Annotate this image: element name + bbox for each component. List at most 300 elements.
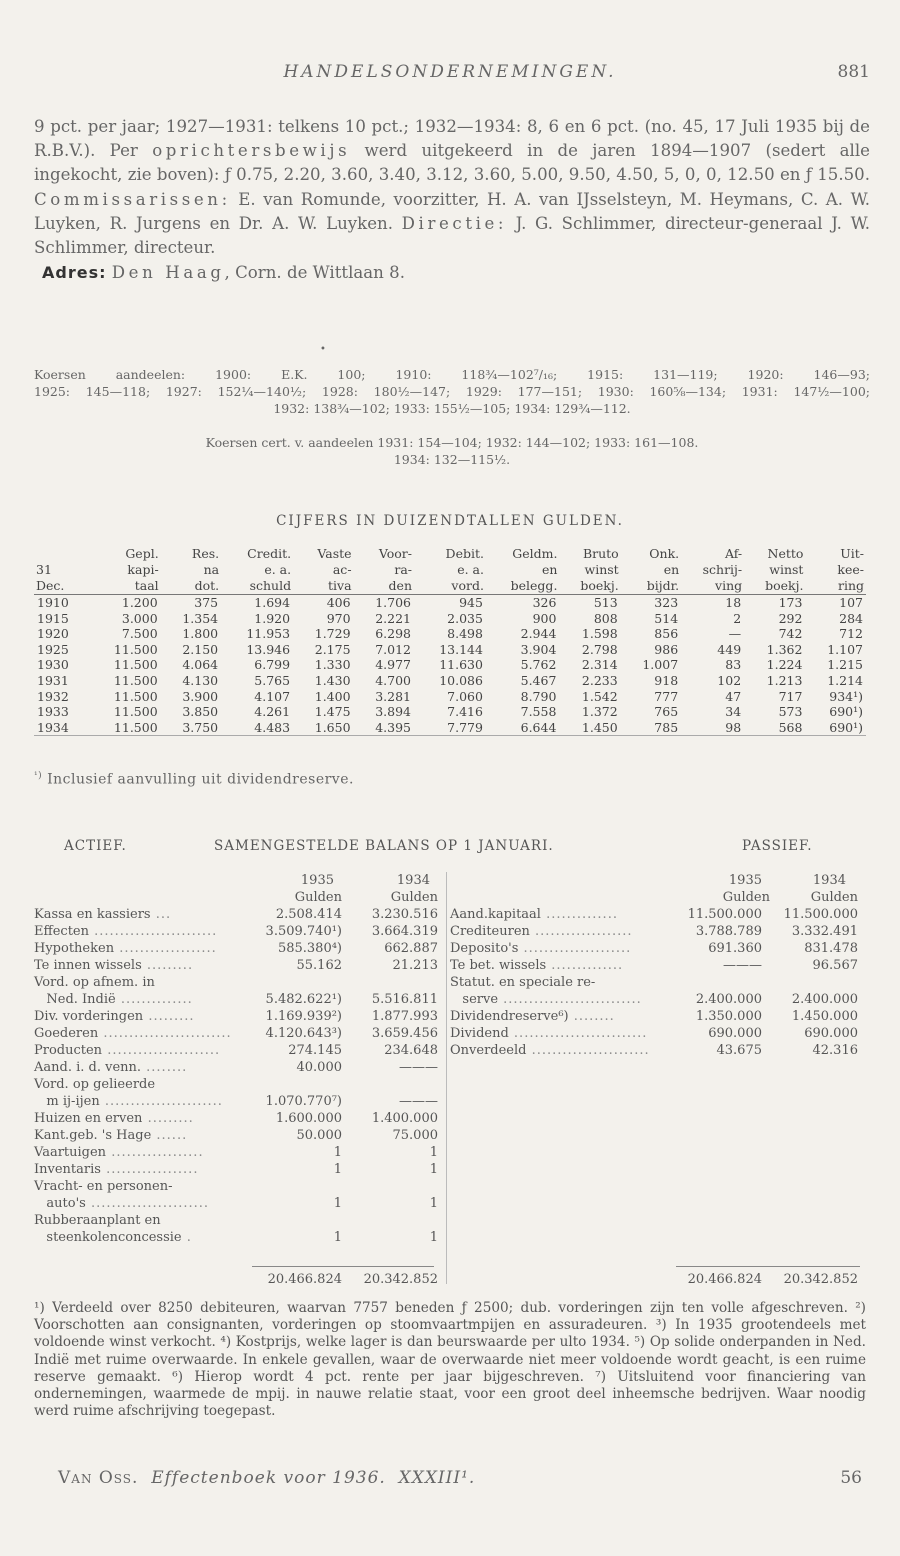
footer-source xyxy=(58,1468,475,1488)
cijfers-cell: 1933 xyxy=(37,704,69,720)
leader-dots: ....................... xyxy=(85,1196,210,1211)
cijfers-cell: 406 xyxy=(326,595,351,610)
leader-dots: ........................ xyxy=(89,924,218,939)
cijfers-cell: 742 xyxy=(778,626,803,642)
cijfers-row xyxy=(34,689,866,705)
leader-dots: ........................... xyxy=(498,992,642,1007)
cijfers-cell: 765 xyxy=(654,704,679,720)
cijfers-cell: 1931 xyxy=(37,672,69,688)
cijfers-header-cell: 31 xyxy=(36,562,52,577)
cijfers-cell: 3.904 xyxy=(520,641,557,657)
passief-row xyxy=(450,991,866,1008)
cijfers-header-cell: boekj. xyxy=(744,578,805,595)
cijfers-header-cell: en xyxy=(663,562,680,577)
cijfers-header-row xyxy=(34,546,866,562)
actief-row xyxy=(34,906,438,923)
cijfers-cell: 2.035 xyxy=(447,610,483,626)
cijfers-cell: 690¹) xyxy=(829,704,863,720)
cijfers-cell: 1.400 xyxy=(314,688,351,704)
cijfers-cell: 573 xyxy=(778,704,803,720)
passief-row xyxy=(450,940,866,957)
adres-city: Den Haag xyxy=(111,263,225,283)
passief-label xyxy=(450,991,642,1008)
balans-value-1935: 11.500.000 xyxy=(687,907,762,922)
actief-total-1934: 20.342.852 xyxy=(363,1272,438,1287)
cijfers-cell: 1.694 xyxy=(254,595,291,610)
footer-sheet-number: 56 xyxy=(840,1468,862,1488)
balans-item-label: Statut. en speciale re- xyxy=(450,975,596,990)
footnote-text: Inclusief aanvulling uit dividendreserve. xyxy=(47,771,354,788)
balans-item-label: m ij-ijen xyxy=(34,1094,100,1109)
balans-value-1934: 21.213 xyxy=(392,958,438,973)
actief-label xyxy=(34,1127,187,1144)
cijfers-cell: 2.175 xyxy=(314,641,351,657)
company-text xyxy=(34,115,870,285)
cijfers-cell: 1910 xyxy=(37,595,69,610)
actief-label xyxy=(34,940,217,957)
cijfers-header-cell: ac- xyxy=(332,562,352,577)
cijfers-cell: 1.598 xyxy=(581,626,618,642)
leader-dots: ...... xyxy=(151,1128,188,1143)
balans-value-1935: 43.675 xyxy=(716,1043,762,1058)
cijfers-header-cell: Voor- xyxy=(378,546,412,561)
balans-item-label: Vaartuigen xyxy=(34,1145,107,1160)
cijfers-cell: 1925 xyxy=(37,641,69,657)
cijfers-header-cell xyxy=(34,546,89,562)
balans-value-1934: 1 xyxy=(429,1196,438,1211)
cijfers-cell: 2.314 xyxy=(581,657,618,673)
cijfers-cell: 690¹) xyxy=(805,720,866,736)
cijfers-row xyxy=(34,720,866,736)
adres-label: Adres: xyxy=(42,263,107,283)
passief-row xyxy=(450,923,866,940)
cijfers-header-cell: tiva xyxy=(293,578,353,595)
balans-value-1935: 1 xyxy=(333,1230,342,1245)
adres-street: , Corn. de Wittlaan 8. xyxy=(224,263,405,283)
cijfers-header-cell: e. a. xyxy=(457,562,484,577)
actief-row xyxy=(34,940,438,957)
actief-row xyxy=(34,1127,438,1144)
cijfers-header-cell: Dec. xyxy=(34,578,89,595)
passief-total-1935: 20.466.824 xyxy=(687,1272,762,1287)
cijfers-cell: 1.362 xyxy=(766,641,803,657)
koersen-certificaten xyxy=(34,434,870,468)
cijfers-cell: 4.107 xyxy=(254,688,291,704)
footer-sheet: XXXIII¹. xyxy=(398,1468,476,1488)
leader-dots: . xyxy=(181,1230,192,1245)
balans-value-1934: 3.230.516 xyxy=(371,907,438,922)
year-1934: 1934 xyxy=(812,873,846,888)
cijfers-cell: 107 xyxy=(839,595,863,610)
balans-item-label: Aand. i. d. venn. xyxy=(34,1060,142,1075)
actief-label xyxy=(34,1195,209,1212)
cijfers-cell: 568 xyxy=(744,720,805,736)
actief-row xyxy=(34,923,438,940)
koersen-line-1: Koersen aandeelen: 1900: E.K. 100; 1910: 118¾—102⁷/₁₆; 1915: 131—119; 1920: 146—93; xyxy=(34,367,870,382)
cijfers-cell: 4.483 xyxy=(221,720,293,736)
cijfers-cell: 1.215 xyxy=(827,657,863,673)
balans-item-label: Rubberaanplant en xyxy=(34,1213,161,1228)
balans-value-1934: 1.877.993 xyxy=(371,1009,438,1024)
cijfers-header-cell: winst xyxy=(584,562,619,577)
cijfers-header-cell: Netto xyxy=(767,546,804,561)
cijfers-row xyxy=(34,595,866,611)
cijfers-header-cell: schuld xyxy=(221,578,293,595)
cijfers-cell: 11.500 xyxy=(89,720,161,736)
passief-row xyxy=(450,1042,866,1059)
leader-dots: .................. xyxy=(106,1145,204,1160)
cijfers-header-cell: den xyxy=(354,578,414,595)
cijfers-row xyxy=(34,611,866,627)
balans-value-1934: 75.000 xyxy=(392,1128,438,1143)
actief-row xyxy=(34,1110,438,1127)
cijfers-cell: 717 xyxy=(778,688,803,704)
cijfers-header-row xyxy=(34,578,866,595)
cijfers-cell: 375 xyxy=(194,595,219,610)
balans-item-label: Crediteuren xyxy=(450,924,530,939)
currency-1935: Gulden xyxy=(722,890,770,905)
cijfers-header-cell: Uit- xyxy=(840,546,864,561)
intro-text-2: werd uitgekeerd in de jaren 1894—1907 (sedert alle ingekocht, zie boven): ƒ 0.75, 2.20, 3.60, 3.40, 3.12, 3.60, 5.00, 9.50, 4.50, 5, 0, 0, 12.50 en ƒ 15.50. xyxy=(34,141,870,185)
balans-item-label: Producten xyxy=(34,1043,103,1058)
cijfers-cell: 513 xyxy=(593,595,618,610)
balans-item-label: steenkolenconcessie xyxy=(34,1230,182,1245)
cijfers-row xyxy=(34,673,866,689)
cijfers-header-cell: winst xyxy=(769,562,804,577)
cijfers-row xyxy=(34,704,866,720)
balans-value-1935: 4.120.643³) xyxy=(265,1026,342,1041)
cijfers-cell: 1.007 xyxy=(642,657,679,673)
actief-row xyxy=(34,1178,438,1195)
actief-row xyxy=(34,1229,438,1246)
balans-value-1935: 690.000 xyxy=(708,1026,762,1041)
adres-line xyxy=(34,261,870,285)
cijfers-cell: 1920 xyxy=(37,626,69,642)
balans-item-label: Kassa en kassiers xyxy=(34,907,151,922)
balans-value-1934: 1 xyxy=(429,1230,438,1245)
balans-item-label: Ned. Indië xyxy=(34,992,116,1007)
actief-row xyxy=(34,1093,438,1110)
balans-item-label: Vord. op gelieerde xyxy=(34,1077,156,1092)
balans-value-1935: 1 xyxy=(333,1162,342,1177)
cijfers-cell: 7.500 xyxy=(121,626,158,642)
intro-text-4: J. G. Schlimmer, directeur-generaal J. W. Schlimmer, directeur. xyxy=(34,213,870,258)
cijfers-cell: — xyxy=(728,626,742,642)
cijfers-cell: 323 xyxy=(654,595,679,610)
balans-item-label: Dividend xyxy=(450,1026,509,1041)
cijfers-cell: 11.500 xyxy=(113,704,158,720)
balans-value-1935: ——— xyxy=(723,958,762,973)
balans-value-1934: 831.478 xyxy=(804,941,858,956)
balans-value-1935: 40.000 xyxy=(296,1060,342,1075)
currency-1935: Gulden xyxy=(294,890,342,905)
cijfers-cell: 7.416 xyxy=(447,704,483,720)
cijfers-header-cell: Res. xyxy=(191,546,220,561)
year-1935: 1935 xyxy=(300,873,334,888)
actief-row xyxy=(34,974,438,991)
balans-value-1935: 3.788.789 xyxy=(695,924,762,939)
actief-row xyxy=(34,1042,438,1059)
cijfers-cell: 918 xyxy=(654,672,679,688)
cijfers-cell: 102 xyxy=(717,672,742,688)
cijfers-header-cell: en xyxy=(541,562,558,577)
cijfers-cell: 2.944 xyxy=(520,626,557,642)
commissarissen-label: Commissarissen: xyxy=(34,189,231,209)
cijfers-cell: 18 xyxy=(725,595,742,610)
cijfers-cell: 7.012 xyxy=(375,641,411,657)
leader-dots: ... xyxy=(150,907,172,922)
cijfers-cell: 1.354 xyxy=(182,610,219,626)
balans-value-1934: 5.516.811 xyxy=(371,992,438,1007)
leader-dots: ....................... xyxy=(526,1043,650,1058)
cijfers-header-cell: Geldm. xyxy=(512,546,558,561)
cijfers-cell: 34 xyxy=(725,704,742,720)
cijfers-cell: 1.372 xyxy=(581,704,618,720)
running-title: HANDELSONDERNEMINGEN. xyxy=(283,62,617,82)
actief-label xyxy=(34,1212,161,1229)
cijfers-cell: 945 xyxy=(459,595,483,610)
cijfers-cell: 11.500 xyxy=(113,672,158,688)
balans-value-1934: 2.400.000 xyxy=(791,992,858,1007)
cijfers-header-cell: ring xyxy=(805,578,866,595)
leader-dots: ................... xyxy=(114,941,217,956)
cijfers-header-cell: Gepl. xyxy=(125,546,159,561)
cert-line-2: 1934: 132—115½. xyxy=(393,452,511,467)
cijfers-cell: 2.221 xyxy=(375,610,411,626)
balans-value-1934: 11.500.000 xyxy=(783,907,858,922)
leader-dots: ..................... xyxy=(518,941,632,956)
passief-label xyxy=(450,974,595,991)
footer-publisher: Van Oss. xyxy=(58,1468,139,1488)
passief-total-1934: 20.342.852 xyxy=(783,1272,858,1287)
footnote-marker: ¹) xyxy=(34,771,43,781)
cijfers-cell: 47 xyxy=(725,688,742,704)
balans-passief xyxy=(450,872,866,1059)
leader-dots: ........ xyxy=(141,1060,188,1075)
balans-item-label: Kant.geb. 's Hage xyxy=(34,1128,152,1143)
cijfers-header-cell: Debit. xyxy=(445,546,484,561)
passief-totals xyxy=(450,1271,866,1288)
balans-value-1935: 1.169.939²) xyxy=(265,1009,342,1024)
year-1934: 1934 xyxy=(396,873,430,888)
balans-item-label: serve xyxy=(450,992,499,1007)
cijfers-header-cell: kee- xyxy=(837,562,864,577)
koersen-line-3: 1932: 138¾—102; 1933: 155½—105; 1934: 129¾—112. xyxy=(273,401,631,416)
cijfers-cell: 4.977 xyxy=(375,657,411,673)
balans-value-1935: 585.380⁴) xyxy=(277,941,342,956)
cijfers-cell: 8.790 xyxy=(520,688,557,704)
cijfers-cell: 173 xyxy=(778,595,803,610)
actief-totals xyxy=(34,1271,438,1288)
balans-item-label: Deposito's xyxy=(450,941,519,956)
cijfers-header-cell: kapi- xyxy=(127,562,159,577)
cijfers-cell: 13.144 xyxy=(439,641,483,657)
intro-text-1: 9 pct. per jaar; 1927—1931: telkens 10 pct.; 1932—1934: 8, 6 en 6 pct. (no. 45, 17 Juli 1935 bij de R.B.V.). Per xyxy=(34,117,870,161)
cijfers-cell: 6.644 xyxy=(486,720,559,736)
balans-value-1934: ——— xyxy=(399,1094,438,1109)
balans-item-label: Onverdeeld xyxy=(450,1043,527,1058)
balans-value-1935: 1 xyxy=(333,1196,342,1211)
cijfers-cell: 11.500 xyxy=(113,688,158,704)
cijfers-header-row xyxy=(34,562,866,578)
actief-row xyxy=(34,1144,438,1161)
actief-label xyxy=(34,974,155,991)
cijfers-row xyxy=(34,642,866,658)
passief-label xyxy=(450,940,631,957)
balans-item-label: Vracht- en personen- xyxy=(34,1179,173,1194)
passief-label xyxy=(450,906,618,923)
cijfers-cell: 10.086 xyxy=(439,672,483,688)
cijfers-cell: 5.765 xyxy=(254,672,291,688)
balans-item-label: Te bet. wissels xyxy=(450,958,547,973)
cijfers-cell: 98 xyxy=(681,720,744,736)
cijfers-cell: 1915 xyxy=(37,610,69,626)
passief-row xyxy=(450,957,866,974)
cijfers-header-cell: bijdr. xyxy=(621,578,681,595)
cijfers-header-cell: schrij- xyxy=(702,562,743,577)
cijfers-cell: 1.800 xyxy=(182,626,219,642)
cijfers-cell: 1.224 xyxy=(766,657,803,673)
actief-label xyxy=(34,1076,155,1093)
leader-dots: ......................... xyxy=(98,1026,232,1041)
year-1935: 1935 xyxy=(728,873,762,888)
passief-label xyxy=(450,1025,647,1042)
cijfers-header-cell: Credit. xyxy=(247,546,292,561)
cijfers-cell: 7.779 xyxy=(414,720,486,736)
balans-divider xyxy=(446,872,447,1284)
balans-item-label: Te innen wissels xyxy=(34,958,142,973)
cijfers-cell: 1.450 xyxy=(559,720,620,736)
leader-dots: ....................... xyxy=(99,1094,223,1109)
cijfers-cell: 1.330 xyxy=(314,657,351,673)
cijfers-row xyxy=(34,626,866,642)
balans-value-1935: 5.482.622¹) xyxy=(265,992,342,1007)
cijfers-cell: 11.630 xyxy=(439,657,483,673)
passief-currency-row xyxy=(450,889,866,906)
cijfers-cell: 1.542 xyxy=(581,688,618,704)
cert-line-1: Koersen cert. v. aandeelen 1931: 154—104; 1932: 144—102; 1933: 161—108. xyxy=(205,435,699,450)
cijfers-header-cell: Onk. xyxy=(649,546,680,561)
passief-row xyxy=(450,1008,866,1025)
leader-dots: .............. xyxy=(540,907,618,922)
leader-dots: ...................... xyxy=(102,1043,221,1058)
cijfers-cell: 3.850 xyxy=(182,704,219,720)
cijfers-header-cell: boekj. xyxy=(559,578,620,595)
passief-label xyxy=(450,923,633,940)
cijfers-cell: 7.558 xyxy=(520,704,557,720)
cijfers-cell: 1.213 xyxy=(766,672,803,688)
cijfers-cell: 808 xyxy=(593,610,618,626)
leader-dots: ........ xyxy=(568,1009,615,1024)
balans-value-1934: 3.659.456 xyxy=(371,1026,438,1041)
cijfers-header-cell: Bruto xyxy=(582,546,619,561)
cijfers-header-cell: ra- xyxy=(394,562,412,577)
actief-row xyxy=(34,991,438,1008)
balans-value-1934: 1 xyxy=(429,1145,438,1160)
leader-dots: .............. xyxy=(546,958,624,973)
actief-row xyxy=(34,1076,438,1093)
actief-sum-line xyxy=(252,1266,434,1267)
actief-row xyxy=(34,1025,438,1042)
balans-item-label: Huizen en erven xyxy=(34,1111,143,1126)
cijfers-cell: 970 xyxy=(326,610,351,626)
cijfers-cell: 1.920 xyxy=(254,610,291,626)
passief-label xyxy=(450,1008,615,1025)
balans-value-1934: 1.400.000 xyxy=(371,1111,438,1126)
cijfers-cell: 2.150 xyxy=(182,641,219,657)
balans-value-1934: 1 xyxy=(429,1162,438,1177)
cijfers-cell: 11.500 xyxy=(113,657,158,673)
actief-label xyxy=(34,957,193,974)
cijfers-cell: 1.107 xyxy=(827,641,863,657)
cijfers-cell: 2.233 xyxy=(581,672,618,688)
cijfers-cell: 3.894 xyxy=(375,704,411,720)
cijfers-title: CIJFERS IN DUIZENDTALLEN GULDEN. xyxy=(276,513,624,529)
cijfers-cell: 1.706 xyxy=(375,595,411,610)
cijfers-cell: 934¹) xyxy=(829,688,863,704)
balans-value-1935: 55.162 xyxy=(296,958,342,973)
cijfers-cell: 1.729 xyxy=(314,626,351,642)
oprichtersbewijs-term: oprichtersbewijs xyxy=(152,141,351,161)
leader-dots: .......................... xyxy=(508,1026,648,1041)
page-header xyxy=(0,62,900,86)
actief-row xyxy=(34,1161,438,1178)
cijfers-cell: 8.498 xyxy=(447,626,483,642)
leader-dots: ......... xyxy=(143,1009,195,1024)
passief-row xyxy=(450,1025,866,1042)
cijfers-table xyxy=(34,546,866,736)
cijfers-cell: 1930 xyxy=(37,657,69,673)
balans-value-1935: 2.400.000 xyxy=(695,992,762,1007)
cijfers-cell: 3.281 xyxy=(375,688,411,704)
balans-value-1934: ——— xyxy=(399,1060,438,1075)
cijfers-cell: 514 xyxy=(654,610,679,626)
cijfers-header-cell: Af- xyxy=(724,546,743,561)
cijfers-cell: 6.298 xyxy=(375,626,411,642)
cijfers-cell: 449 xyxy=(717,641,742,657)
separator-bullet: • xyxy=(320,344,326,355)
balans-value-1934: 3.664.319 xyxy=(371,924,438,939)
leader-dots: ......... xyxy=(142,1111,194,1126)
directie-label: Directie: xyxy=(401,213,508,233)
actief-label xyxy=(34,1229,192,1246)
passief-year-row xyxy=(450,872,866,889)
passief-label: PASSIEF. xyxy=(742,838,813,854)
actief-row xyxy=(34,1008,438,1025)
actief-total-1935: 20.466.824 xyxy=(267,1272,342,1287)
cijfers-cell: 284 xyxy=(839,610,863,626)
cijfers-cell: 4.395 xyxy=(354,720,414,736)
leader-dots: ................... xyxy=(529,924,633,939)
leader-dots: .............. xyxy=(115,992,193,1007)
actief-label xyxy=(34,1025,232,1042)
currency-1934: Gulden xyxy=(810,890,858,905)
cijfers-cell: 292 xyxy=(778,610,803,626)
cijfers-cell: 6.799 xyxy=(254,657,291,673)
passief-row xyxy=(450,906,866,923)
intro-text-3: E. van Romunde, voorzitter, H. A. van IJsselsteyn, M. Heymans, C. A. W. Luyken, R. Jurgens en Dr. A. W. Luyken. xyxy=(34,189,870,233)
footer-book: Effectenboek voor 1936. xyxy=(151,1468,386,1488)
balans-item-label: Div. vorderingen xyxy=(34,1009,144,1024)
actief-label: ACTIEF. xyxy=(64,838,127,854)
cijfers-cell: 1.200 xyxy=(121,595,158,610)
cijfers-cell: 1932 xyxy=(37,688,69,704)
actief-label xyxy=(34,1144,204,1161)
cijfers-header-cell: belegg. xyxy=(486,578,559,595)
actief-row xyxy=(34,957,438,974)
cijfers-header-cell: na xyxy=(203,562,220,577)
balans-value-1935: 274.145 xyxy=(288,1043,342,1058)
